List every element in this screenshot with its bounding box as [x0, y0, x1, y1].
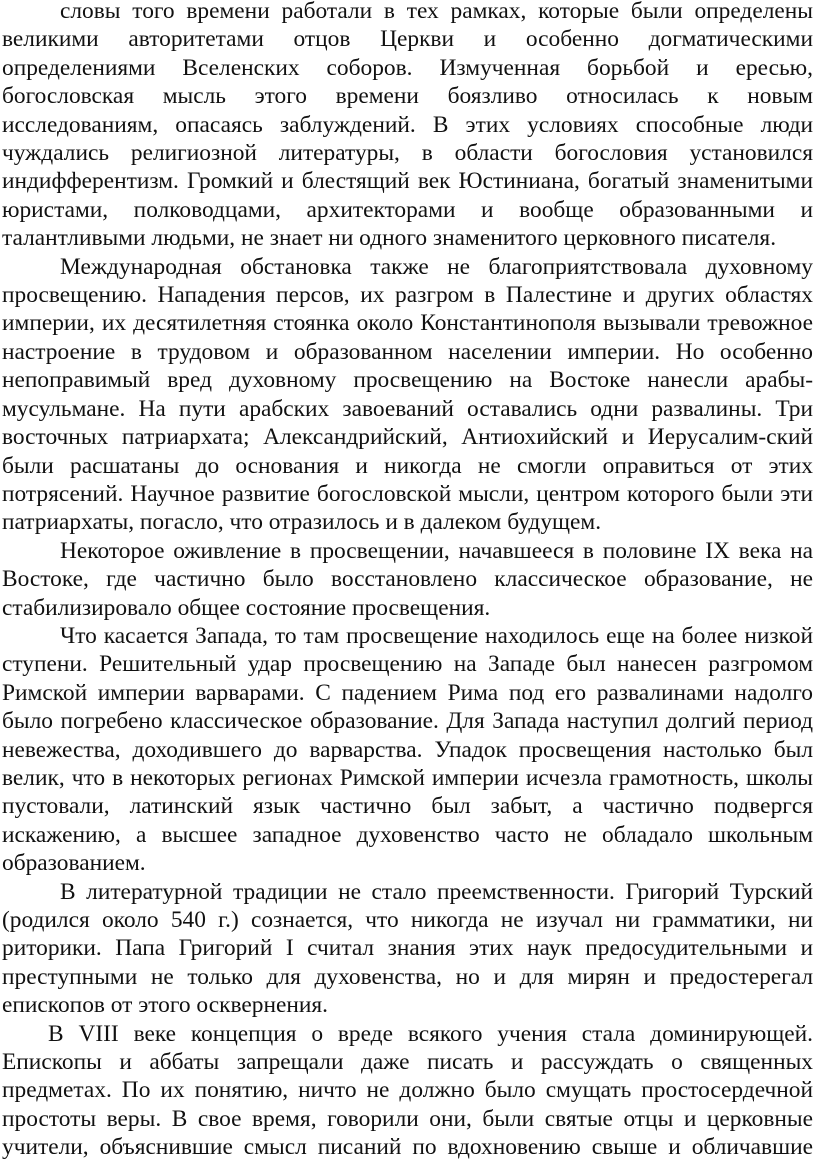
paragraph: В литературной традиции не стало преемственности. Григорий Турский (родился около 540 г.) сознается, что никогда не изучал ни грамматики, ни риторики. Папа Григорий I считал знания этих наук предосудительными и преступными не только для духовенства, но и для мирян и предостерегал епископов от этого осквернения. [2, 878, 813, 1019]
paragraph: Международная обстановка также не благоприятствовала духовному просвещению. Нападения персов, их разгром в Палестине и других областях империи, их десятилетняя стоянка около Константинополя вызывали тревожное настроение в трудовом и образованном населении империи. Но особенно непоправимый вред духовному просвещению на Востоке нанесли арабы-мусульмане. На пути арабских завоеваний оставались одни развалины. Три восточных патриархата; Александрийский, Антиохийский и Иерусалим-ский были расшатаны до основания и никогда не смогли оправиться от этих потрясений. Научное развитие богословской мысли, центром которого были эти патриархаты, погасло, что отразилось и в далеком будущем. [2, 253, 813, 536]
paragraph: Некоторое оживление в просвещении, начавшееся в половине IX века на Востоке, где частично было восстановлено классическое образование, не стабилизировало общее состояние просвещения. [2, 537, 813, 621]
paragraph: Что касается Запада, то там просвещение находилось еще на более низкой ступени. Решительный удар просвещению на Западе был нанесен разгромом Римской империи варварами. С падением Рима под его развалинами надолго было погребено классическое образование. Для Запада наступил долгий период невежества, доходившего до варварства. Упадок просвещения настолько был велик, что в некоторых регионах Римской империи исчезла грамотность, школы пустовали, латинский язык частично был забыт, а частично подвергся искажению, а высшее западное духовенство часто не обладало школьным образованием. [2, 622, 813, 877]
paragraph: В VIII веке концепция о вреде всякого учения стала доминирующей. Епископы и аббаты запрещали даже писать и рассуждать о священных предметах. По их понятию, ничто не должно было смущать простосердечной простоты веры. В свое время, говорили они, были святые отцы и церковные учители, объяснившие смысл писаний по вдохновению свыше и обличавшие [2, 1020, 813, 1161]
paragraph-continuation: словы того времени работали в тех рамках, которые были определены великими авторитетами отцов Церкви и особенно догматическими определениями Вселенских соборов. Измученная борьбой и ересью, богословская мысль этого времени боязливо относилась к новым исследованиям, опасаясь заблуждений. В этих условиях способные люди чуждались религиозной литературы, в области богословия установился индифферентизм. Громкий и блестящий век Юстиниана, богатый знаменитыми юристами, полководцами, архитекторами и вообще образованными и талантливыми людьми, не знает ни одного знаменитого церковного писателя. [2, 0, 813, 252]
